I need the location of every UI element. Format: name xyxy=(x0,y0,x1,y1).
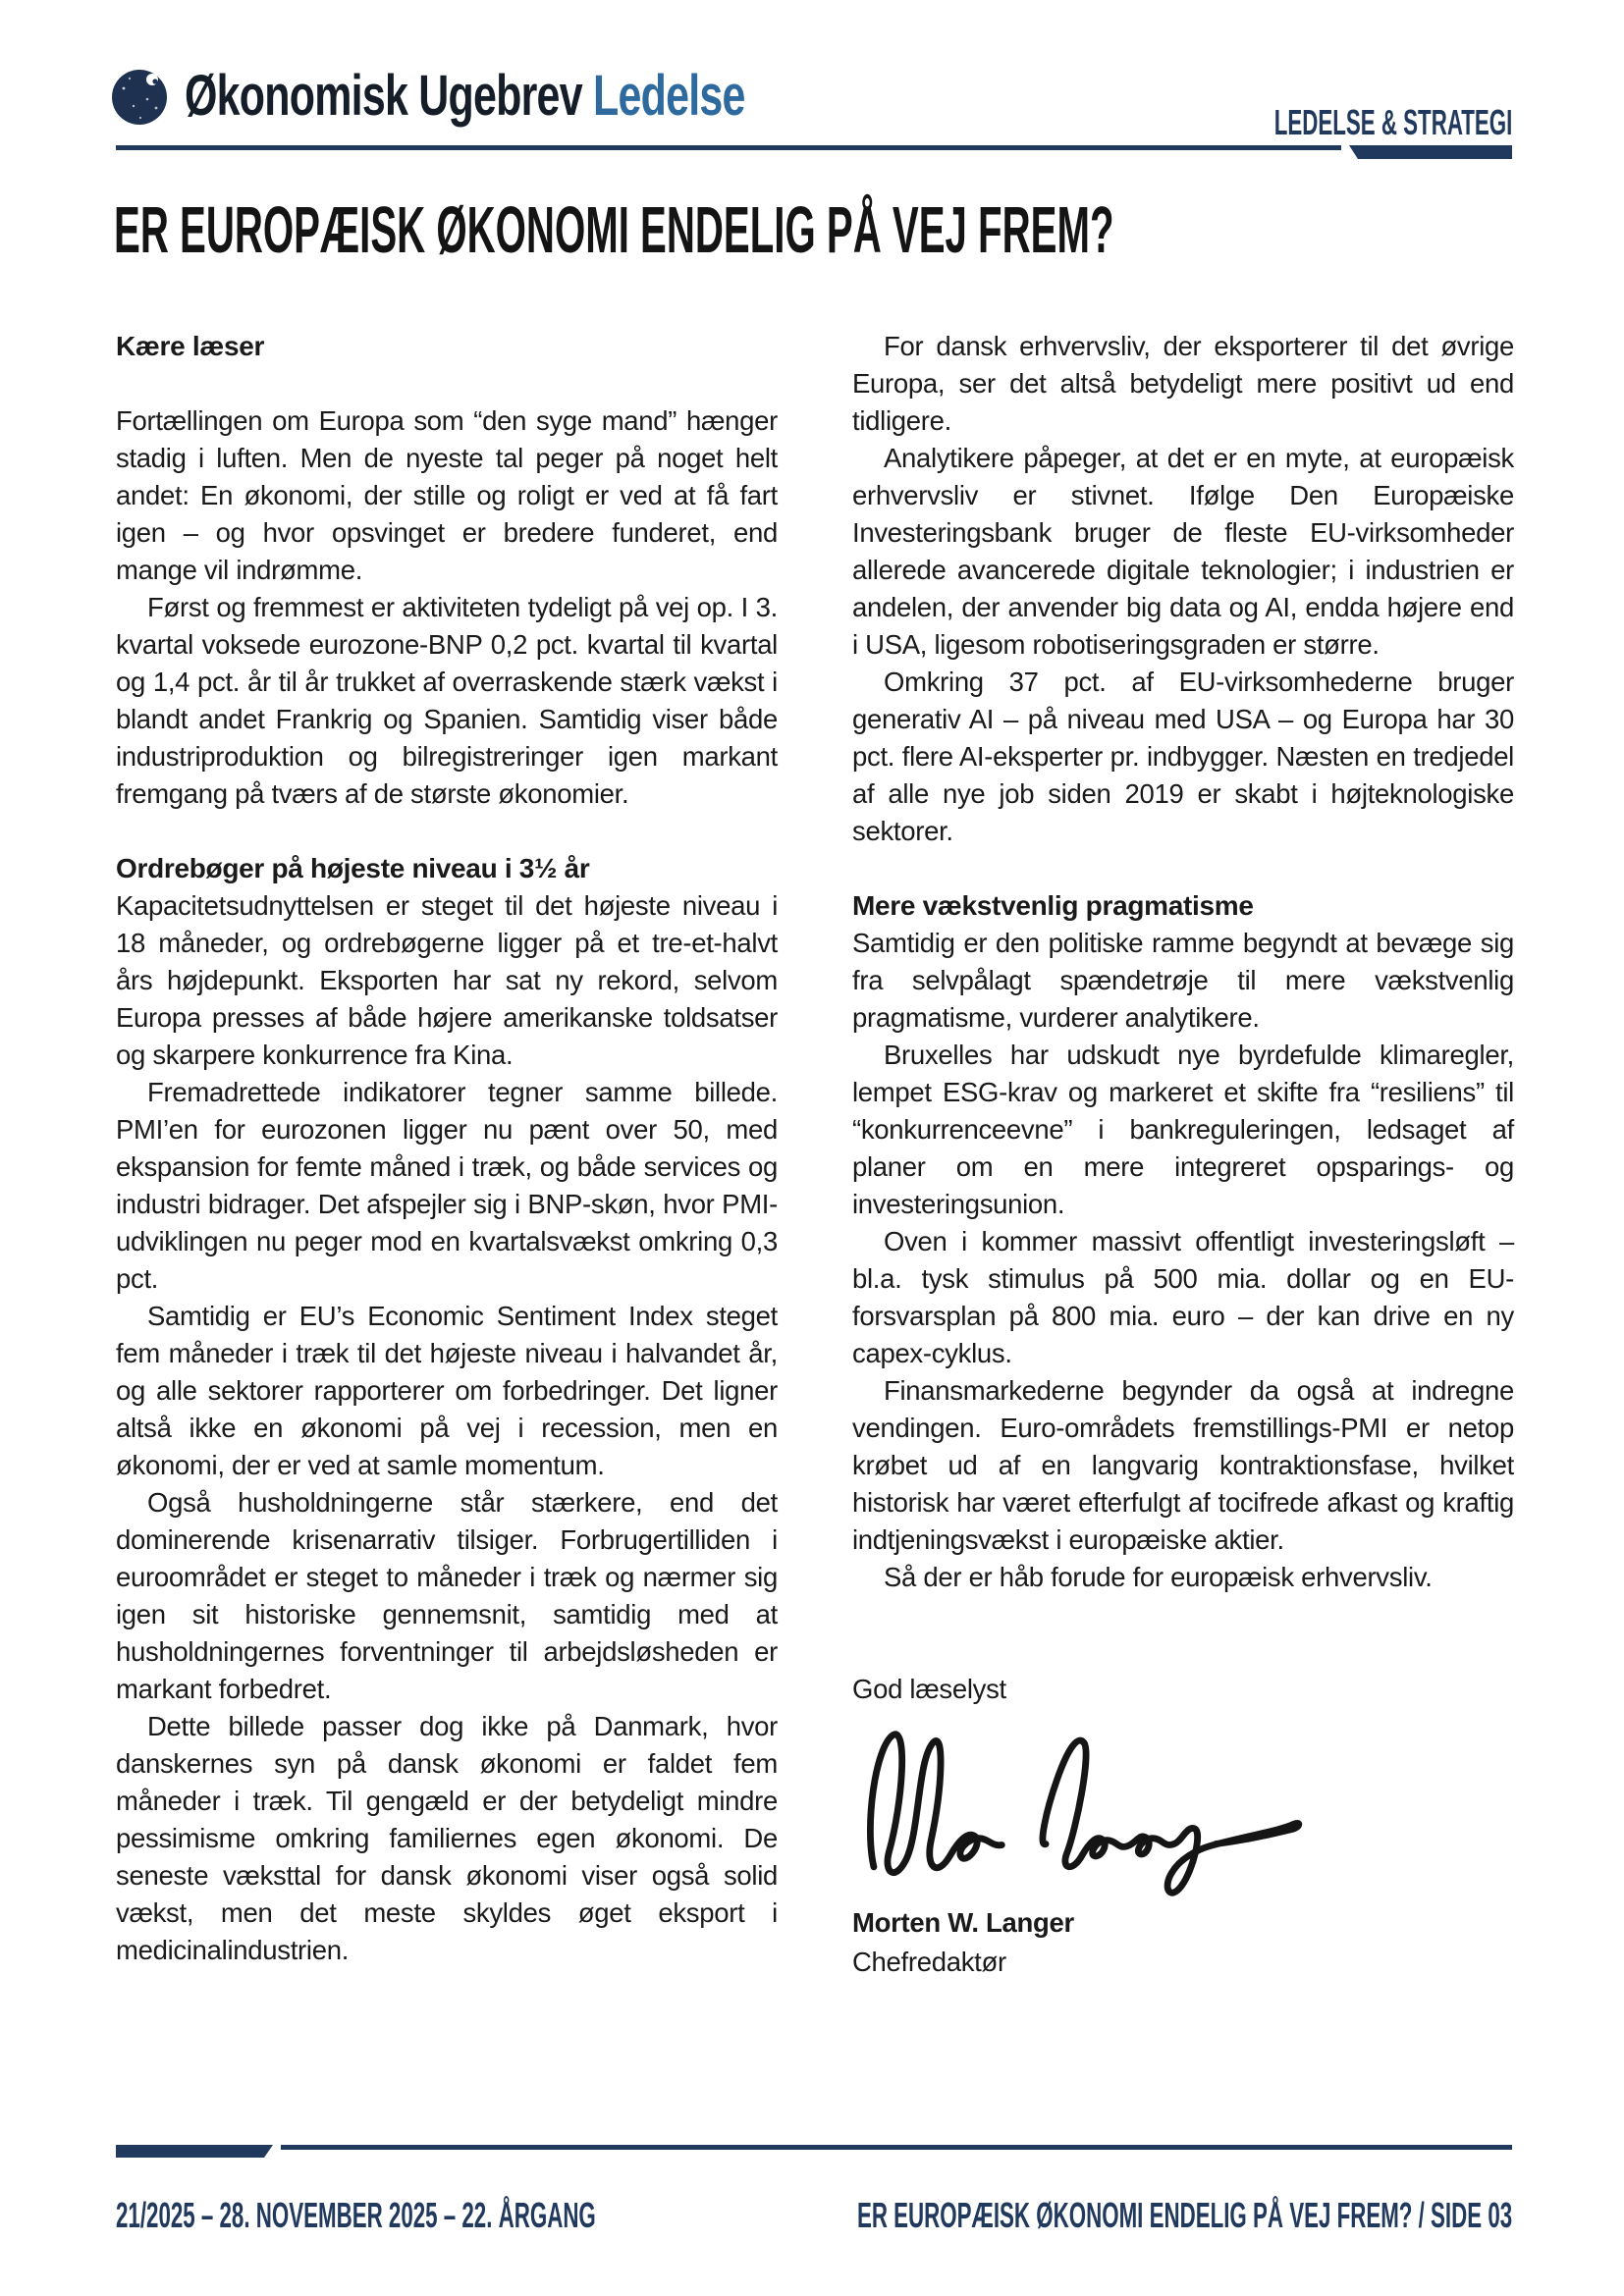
brand-accent: Ledelse xyxy=(593,64,745,128)
paragraph: Analytikere påpeger, at det er en myte, at europæisk erhvervsliv er stivnet. Ifølge Den Europæiske Investeringsbank bruger de fleste EU-virksomheder allerede avancerede digitale teknologier; i industrien er andelen, der anvender big data og AI, endda højere end i USA, ligesom robotiseringsgraden er større. xyxy=(852,443,1514,660)
header-rule xyxy=(116,145,1341,150)
paragraph: Dette billede passer dog ikke på Danmark, hvor danskernes syn på dansk økonomi er faldet fem måneder i træk. Til gengæld er der betydeligt mindre pessimisme omkring familiernes egen økonomi. De seneste væksttal for dansk økonomi viser også solid vækst, men det meste skyldes øget eksport i medicinalindustrien. xyxy=(116,1711,778,1965)
paragraph: For dansk erhvervsliv, der eksporterer til det øvrige Europa, ser det altså betydeligt mere positivt ud end tidligere. xyxy=(852,331,1514,436)
brand-primary: Økonomisk Ugebrev xyxy=(185,64,582,128)
paragraph: Så der er håb forude for europæisk erhvervsliv. xyxy=(884,1562,1433,1592)
signer-title: Chefredaktør xyxy=(852,1947,1006,1977)
paragraph: Først og fremmest er aktiviteten tydeligt på vej op. I 3. kvartal voksede eurozone-BNP 0,2 pct. kvartal til kvartal og 1,4 pct. år til år trukket af overraskende stærk vækst i blandt andet Frankrig og Spanien. Samtidig viser både industriproduktion og bilregistreringer igen markant fremgang på tværs af de største økonomier. xyxy=(116,592,778,809)
paragraph: Kapacitetsudnyttelsen er steget til det højeste niveau i 18 måneder, og ordrebøgerne ligger på et tre-et-halvt års højdepunkt. Eksporten har sat ny rekord, selvom Europa presses af både højere amerikanske toldsatser og skarpere konkurrence fra Kina. xyxy=(116,890,778,1070)
paragraph: Fortællingen om Europa som “den syge mand” hænger stadig i luften. Men de nyeste tal peger på noget helt andet: En økonomi, der stille og roligt er ved at få fart igen – og hvor opsvinget er bredere funderet, end mange vil indrømme. xyxy=(116,405,778,585)
brand-wordmark xyxy=(185,63,745,129)
article-body xyxy=(116,328,1514,1981)
page-title: ER EUROPÆISK ØKONOMI ENDELIG PÅ VEJ FREM? xyxy=(114,193,1114,267)
right-column xyxy=(852,328,1514,1981)
paragraph: Omkring 37 pct. af EU-virksomhederne bruger generativ AI – på niveau med USA – og Europa har 30 pct. flere AI-eksperter pr. indbygger. Næsten en tredjedel af alle nye job siden 2019 er skabt i højteknologiske sektorer. xyxy=(852,667,1514,846)
paragraph: Bruxelles har udskudt nye byrdefulde klimaregler, lempet ESG-krav og markeret et skifte fra “resiliens” til “konkurrenceevne” i bankreguleringen, ledsaget af planer om en mere integreret opsparings- og investeringsunion. xyxy=(852,1040,1514,1219)
footer-rule xyxy=(281,2145,1512,2150)
paragraph: Også husholdningerne står stærkere, end det dominerende krisenarrativ tilsiger. Forbrugertilliden i euroområdet er steget to måneder i træk og nærmer sig igen sit historiske gennemsnit, samtidig med at husholdningernes forventninger til arbejdsløsheden er markant forbedret. xyxy=(116,1487,778,1704)
paragraph: Oven i kommer massivt offentligt investeringsløft – bl.a. tysk stimulus på 500 mia. dollar og en EU-forsvarsplan på 800 mia. euro – der kan drive en ny capex-cyklus. xyxy=(852,1226,1514,1368)
closing-greeting: God læselyst xyxy=(852,1674,1006,1704)
signature-image xyxy=(852,1722,1514,1898)
paragraph: Fremadrettede indikatorer tegner samme billede. PMI’en for eurozonen ligger nu pænt over 50, med ekspansion for femte måned i træk, og både services og industri bidrager. Det afspejler sig i BNP-skøn, hvor PMI-udviklingen nu peger mod en kvartalsvækst omkring 0,3 pct. xyxy=(116,1077,778,1294)
footer-rule-start-block xyxy=(116,2145,273,2158)
footer-article-page-info: ER EUROPÆISK ØKONOMI ENDELIG PÅ VEJ FREM? / SIDE 03 xyxy=(856,2195,1512,2235)
paragraph: Finansmarkederne begynder da også at indregne vendingen. Euro-områdets fremstillings-PMI er netop krøbet ud af en langvarig kontraktionsfase, hvilket historisk har været efterfulgt af tocifrede afkast og kraftig indtjeningsvækst i europæiske aktier. xyxy=(852,1375,1514,1555)
subheading-pragmatism: Mere vækstvenlig pragmatisme xyxy=(852,890,1254,921)
salutation: Kære læser xyxy=(116,331,265,361)
section-label: LEDELSE & STRATEGI xyxy=(1273,102,1512,142)
header-rule-end-block xyxy=(1349,145,1512,159)
masthead-brand xyxy=(110,63,942,129)
footer-issue-info: 21/2025 – 28. NOVEMBER 2025 – 22. ÅRGANG xyxy=(116,2195,596,2235)
subheading-ordrebooks: Ordrebøger på højeste niveau i 3½ år xyxy=(116,853,590,883)
paragraph: Samtidig er EU’s Economic Sentiment Index steget fem måneder i træk til det højeste niveau i halvandet år, og alle sektorer rapporterer om forbedringer. Det ligner altså ikke en økonomi på vej i recession, men en økonomi, der er ved at samle momentum. xyxy=(116,1301,778,1480)
left-column xyxy=(116,328,778,1981)
paragraph: Samtidig er den politiske ramme begyndt at bevæge sig fra selvpålagt spændetrøje til mere vækstvenlig pragmatisme, vurderer analytikere. xyxy=(852,928,1514,1033)
signer-name: Morten W. Langer xyxy=(852,1907,1074,1938)
globe-logo-icon xyxy=(110,67,169,126)
